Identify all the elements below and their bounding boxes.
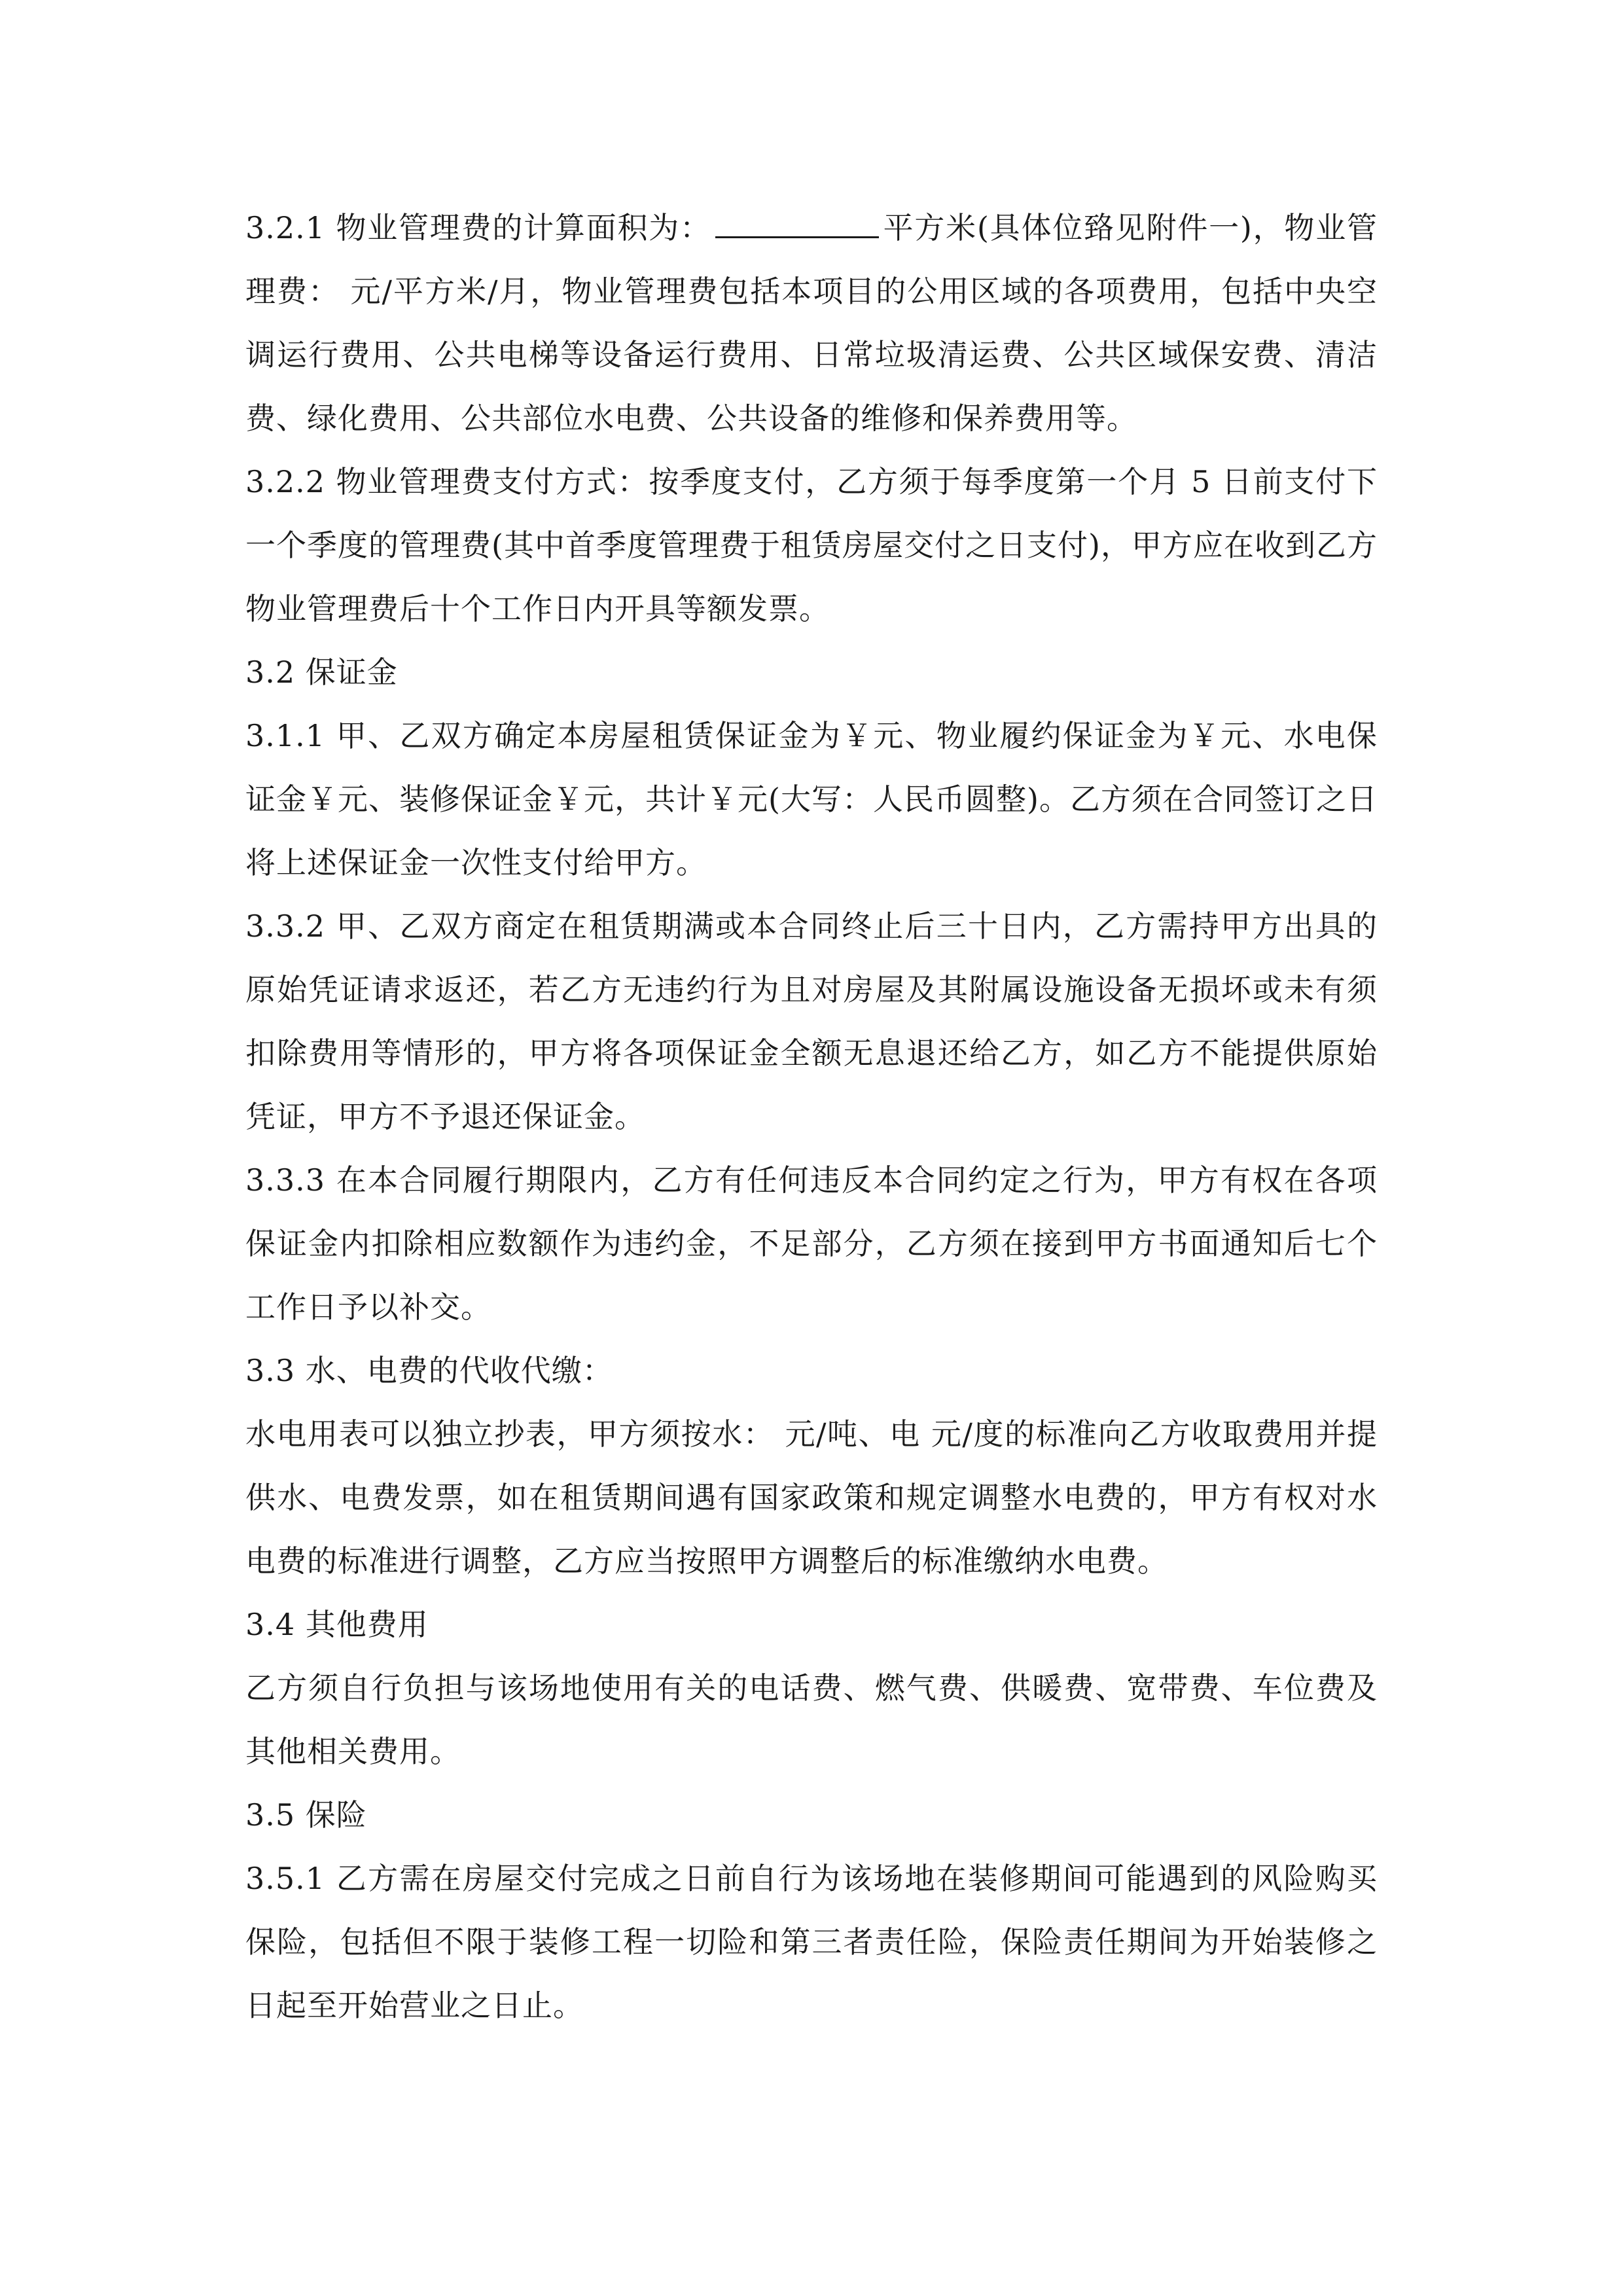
paragraph-text: 平方米(具体位臵见附件一)，物业管理费： 元/平方米/月，物业管理费包括本项目的公用区域的各项费用，包括中央空调运行费用、公共电梯等设备运行费用、日常垃圾清运费、公共区域保安费、清洁费、绿化费用、公共部位水电费、公共设备的维修和保养费用等。 [245,210,1378,436]
paragraph-3-2-2: 3.2.2 物业管理费支付方式：按季度支付，乙方须于每季度第一个月 5 日前支付下一个季度的管理费(其中首季度管理费于租赁房屋交付之日支付)，甲方应在收到乙方物业管理费后十个工作日内开具等额发票。 [245,464,1378,626]
heading-deposit: 3.2 保证金 [245,655,398,690]
heading-other-fees: 3.4 其他费用 [245,1607,429,1642]
paragraph-3-3-3: 3.3.3 在本合同履行期限内，乙方有任何违反本合同约定之行为，甲方有权在各项保证金内扣除相应数额作为违约金，不足部分，乙方须在接到甲方书面通知后七个工作日予以补交。 [245,1162,1378,1325]
paragraph-3-2-1 [245,196,1378,450]
paragraph-3-3-2: 3.3.2 甲、乙双方商定在租赁期满或本合同终止后三十日内，乙方需持甲方出具的原始凭证请求返还，若乙方无违约行为且对房屋及其附属设施设备无损坏或未有须扣除费用等情形的，甲方将各项保证金全额无息退还给乙方，如乙方不能提供原始凭证，甲方不予退还保证金。 [245,908,1378,1134]
heading-insurance: 3.5 保险 [245,1797,367,1833]
paragraph-utilities: 水电用表可以独立抄表，甲方须按水： 元/吨、电 元/度的标准向乙方收取费用并提供水、电费发票，如在租赁期间遇有国家政策和规定调整水电费的，甲方有权对水电费的标准进行调整，乙方应当按照甲方调整后的标准缴纳水电费。 [245,1416,1378,1579]
paragraph-other-fees: 乙方须自行负担与该场地使用有关的电话费、燃气费、供暖费、宽带费、车位费及其他相关费用。 [245,1670,1378,1769]
paragraph-text: 3.2.1 物业管理费的计算面积为： [245,210,711,245]
area-blank-line [715,210,879,238]
document-body [245,196,1378,2037]
paragraph-3-5-1: 3.5.1 乙方需在房屋交付完成之日前自行为该场地在装修期间可能遇到的风险购买保险，包括但不限于装修工程一切险和第三者责任险，保险责任期间为开始装修之日起至开始营业之日止。 [245,1861,1378,2023]
heading-utilities: 3.3 水、电费的代收代缴： [245,1353,613,1388]
paragraph-3-1-1: 3.1.1 甲、乙双方确定本房屋租赁保证金为￥元、物业履约保证金为￥元、水电保证金￥元、装修保证金￥元，共计￥元(大写：人民币圆整)。乙方须在合同签订之日将上述保证金一次性支付给甲方。 [245,718,1378,880]
